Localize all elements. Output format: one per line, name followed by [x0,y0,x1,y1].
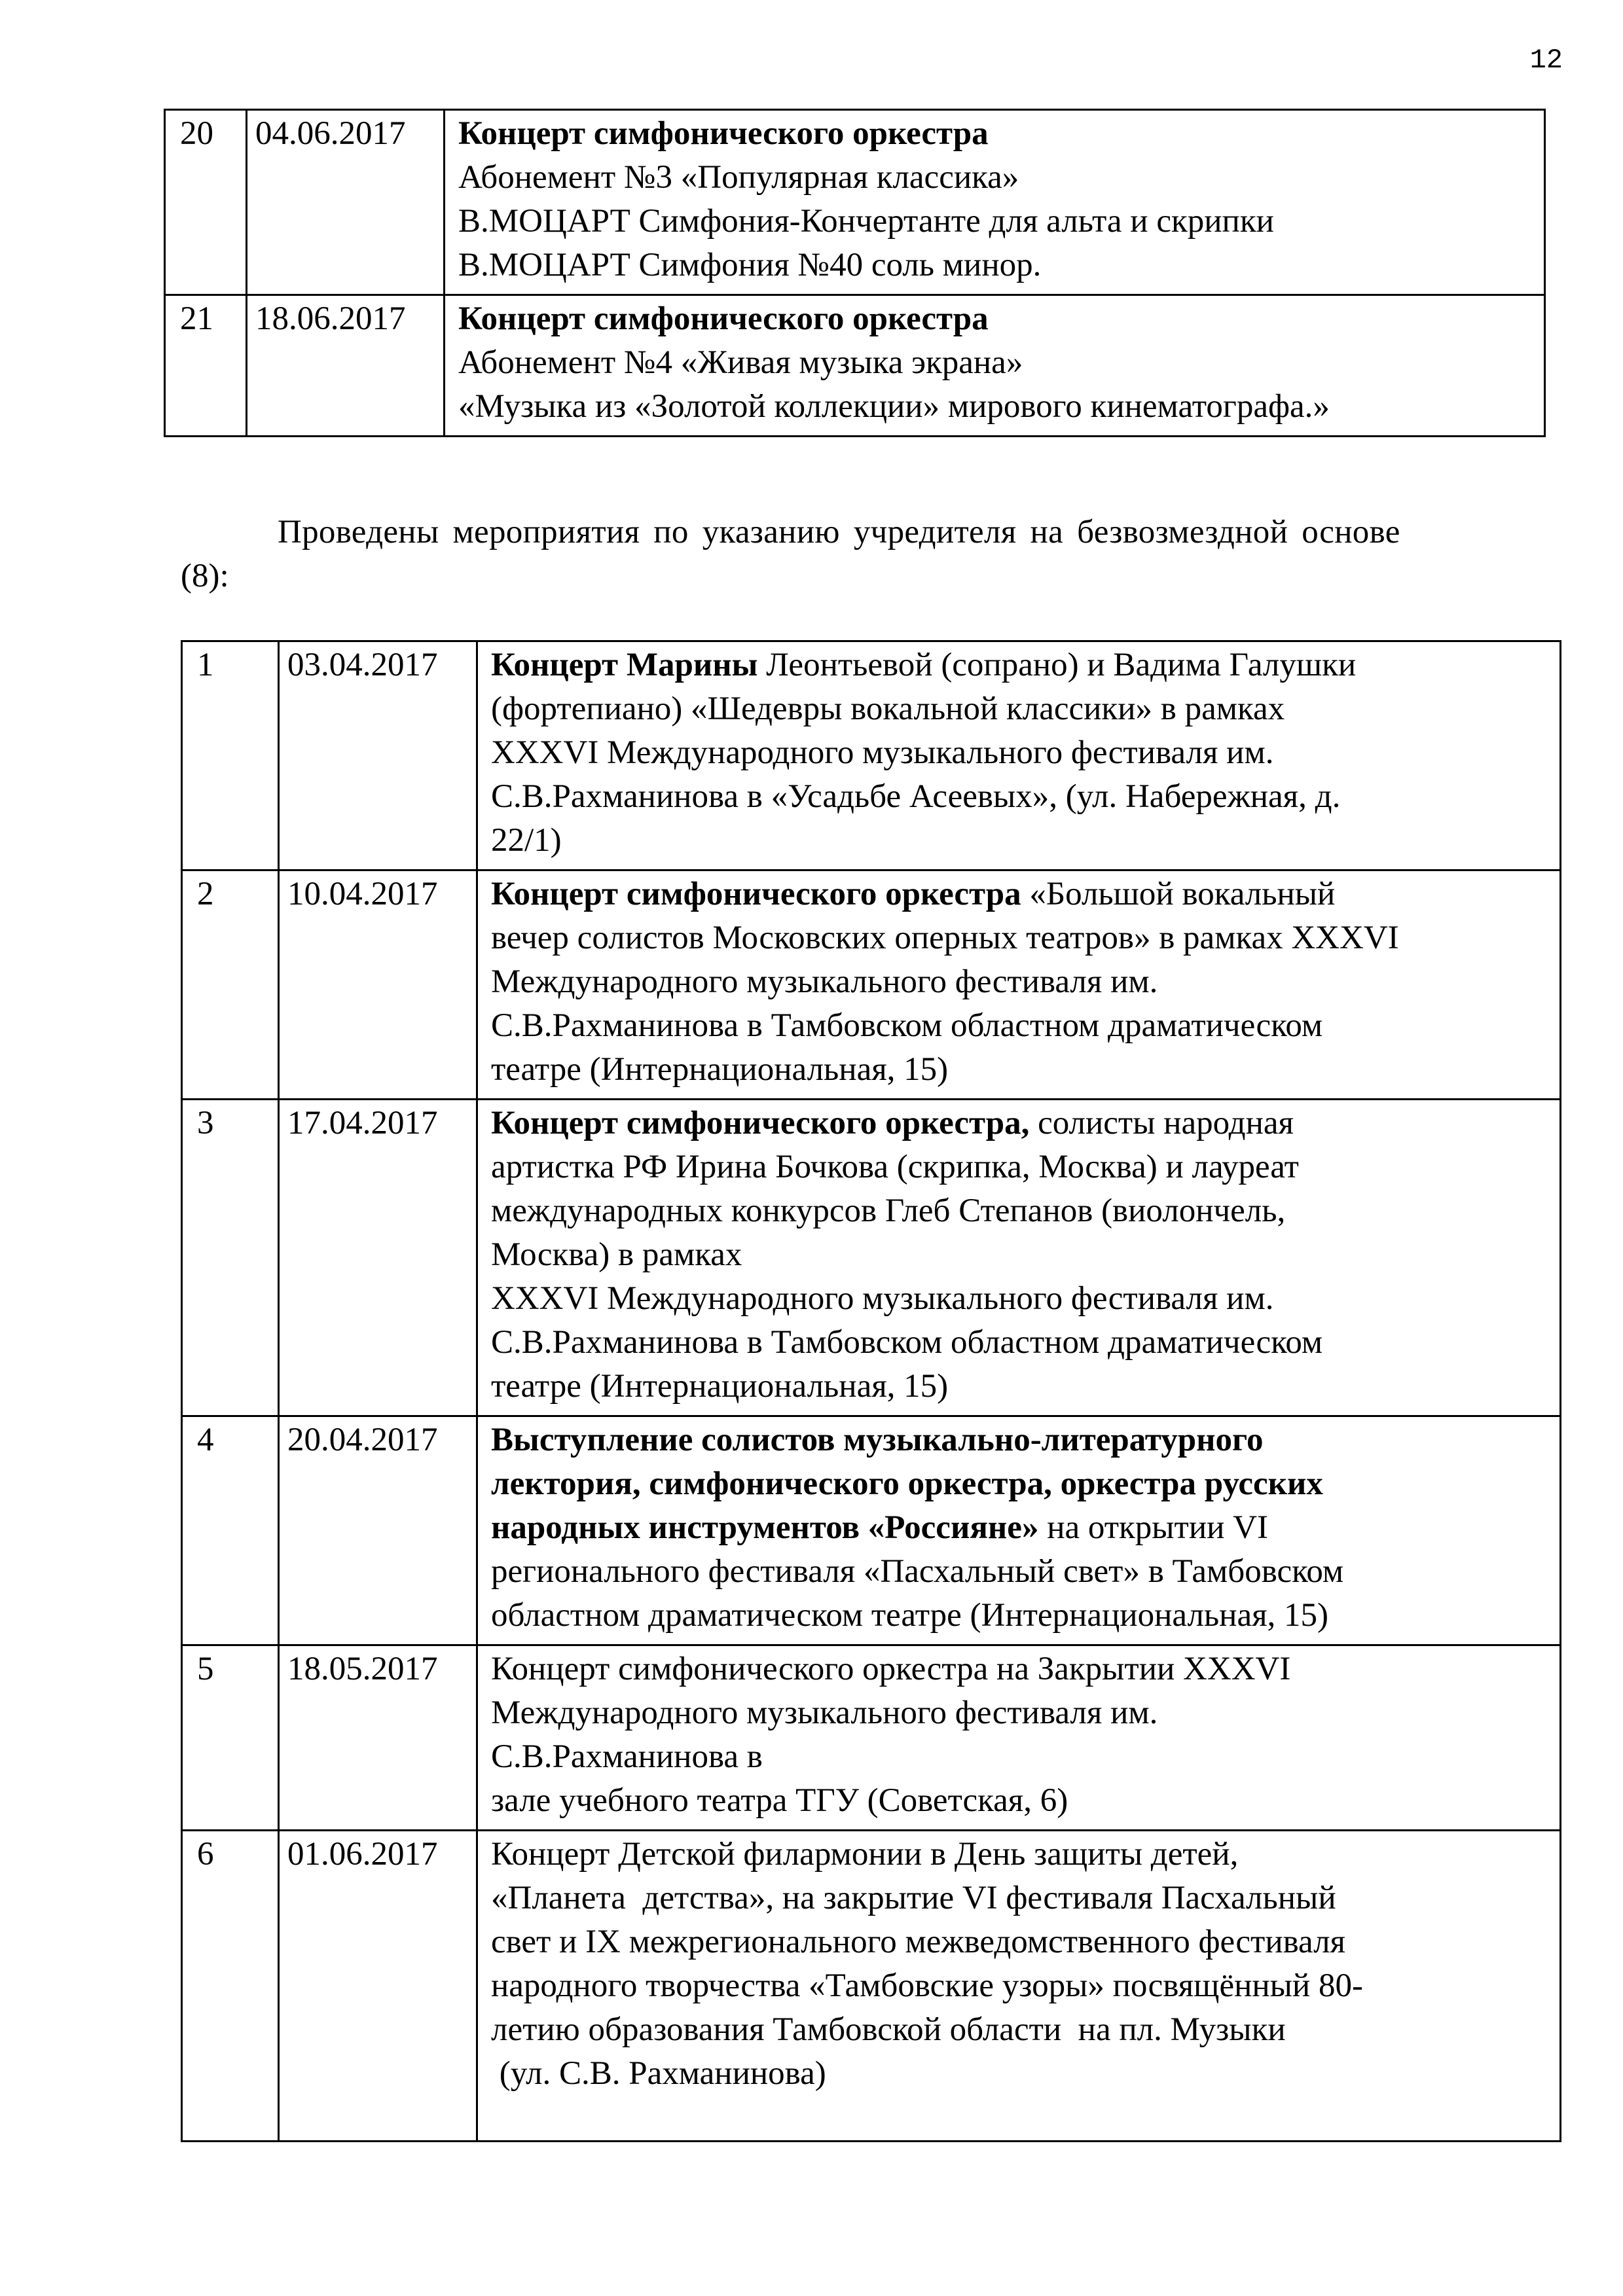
bold-text-segment: народных инструментов «Россияне» [491,1509,1039,1546]
description-line [491,2008,1553,2052]
row-number: 20 [165,110,247,295]
row-description [477,1831,1561,2142]
text-segment: С.В.Рахманинова в [491,1738,763,1775]
text-segment: Международного музыкального фестиваля им. [491,963,1158,1000]
text-segment: летию образования Тамбовской области на пл. Музыки [491,2011,1286,2048]
row-number: 1 [182,641,279,870]
description-line [491,731,1553,775]
row-date: 18.06.2017 [247,295,445,437]
row-description [477,870,1561,1100]
description-line [491,1833,1553,1876]
row-description [477,1100,1561,1416]
description-line [491,1691,1553,1735]
bold-text-segment: Концерт Марины [491,647,758,683]
text-segment: (ул. С.В. Рахманинова) [491,2055,826,2092]
events-table-top [164,109,1546,437]
description-line [491,1647,1553,1691]
description-line: Абонемент №4 «Живая музыка экрана» [458,344,1023,381]
row-number: 6 [182,1831,279,2142]
description-line [491,1550,1553,1594]
description-line [491,1779,1553,1823]
description-line [491,960,1553,1004]
row-date: 03.04.2017 [279,641,477,870]
text-segment: международных конкурсов Глеб Степанов (виолончель, [491,1193,1286,1229]
row-number: 2 [182,870,279,1100]
paragraph-line-2: (8): [181,558,229,594]
description-line [491,1048,1553,1092]
text-segment: областном драматическом театре (Интернациональная, 15) [491,1597,1329,1634]
row-number: 21 [165,295,247,437]
description-line [491,872,1553,916]
description-line [491,1145,1553,1189]
description-line: «Музыка из «Золотой коллекции» мирового кинематографа.» [458,388,1330,425]
text-segment: артистка РФ Ирина Бочкова (скрипка, Москва) и лауреат [491,1149,1299,1185]
table-row [182,1645,1561,1831]
text-segment: (фортепиано) «Шедевры вокальной классики» в рамках [491,691,1285,727]
text-segment: на открытии VI [1038,1509,1268,1546]
description-line [491,1004,1553,1048]
table-row [182,870,1561,1100]
table-row [182,1831,1561,2142]
row-description [477,1416,1561,1645]
description-line [491,775,1553,819]
text-segment: Концерт симфонического оркестра на Закрытии XXXVI [491,1651,1291,1687]
text-segment: Концерт Детской филармонии в День защиты детей, [491,1836,1239,1873]
table-row [182,1416,1561,1645]
table-row [182,1100,1561,1416]
events-table-bottom [181,640,1561,2142]
description-line [491,1735,1553,1779]
text-segment: Леонтьевой (сопрано) и Вадима Галушки [757,647,1357,683]
description-line [491,687,1553,731]
bold-text-segment: лектория, симфонического оркестра, оркестра русских [491,1465,1323,1502]
description-line [491,1365,1553,1408]
description-line [491,1506,1553,1550]
text-segment: 22/1) [491,822,562,859]
description-line [491,1321,1553,1365]
row-date: 20.04.2017 [279,1416,477,1645]
text-segment: С.В.Рахманинова в «Усадьбе Асеевых», (ул. Набережная, д. [491,778,1341,815]
text-segment: солисты народная [1029,1105,1294,1141]
description-line [491,643,1553,687]
description-line [491,1920,1553,1964]
row-description [477,641,1561,870]
description-line: В.МОЦАРТ Симфония-Кончертанте для альта и скрипки [458,203,1274,240]
text-segment: С.В.Рахманинова в Тамбовском областном драматическом [491,1007,1323,1044]
description-line: Концерт симфонического оркестра [458,115,989,152]
description-line [491,1277,1553,1321]
bold-text-segment: Выступление солистов музыкально-литературного [491,1422,1264,1458]
row-description [477,1645,1561,1831]
table-row [182,641,1561,870]
description-line [491,819,1553,863]
text-segment: XXXVI Международного музыкального фестиваля им. [491,734,1274,771]
text-segment: «Большой вокальный [1021,876,1336,912]
table-row [165,295,1545,437]
text-segment: С.В.Рахманинова в Тамбовском областном драматическом [491,1324,1323,1361]
row-number: 3 [182,1100,279,1416]
description-line [491,1189,1553,1233]
row-date: 04.06.2017 [247,110,445,295]
description-line [491,1462,1553,1506]
description-line: В.МОЦАРТ Симфония №40 соль минор. [458,247,1042,283]
text-segment: «Планета детства», на закрытие VI фестиваля Пасхальный [491,1880,1336,1916]
description-line [491,1102,1553,1145]
text-segment: народного творчества «Тамбовские узоры» посвящённый 80- [491,1967,1363,2004]
row-description [445,110,1545,295]
bold-text-segment: Концерт симфонического оркестра [491,876,1021,912]
text-segment: театре (Интернациональная, 15) [491,1368,949,1405]
row-description [445,295,1545,437]
description-line: Концерт симфонического оркестра [458,300,989,337]
text-segment: зале учебного театра ТГУ (Советская, 6) [491,1782,1068,1819]
row-date: 10.04.2017 [279,870,477,1100]
bold-text-segment: Концерт симфонического оркестра, [491,1105,1030,1141]
text-segment: регионального фестиваля «Пасхальный свет» в Тамбовском [491,1553,1344,1590]
description-line [491,916,1553,960]
description-line [491,1233,1553,1277]
description-line [491,1594,1553,1638]
row-number: 4 [182,1416,279,1645]
description-line [491,1876,1553,1920]
row-number: 5 [182,1645,279,1831]
description-line [491,2052,1553,2096]
text-segment: Москва) в рамках [491,1236,742,1273]
row-date: 01.06.2017 [279,1831,477,2142]
paragraph-line-1: Проведены мероприятия по указанию учредителя на безвозмездной основе [278,514,1400,550]
description-line [491,1964,1553,2008]
description-line [491,1418,1553,1462]
text-segment: Международного музыкального фестиваля им. [491,1695,1158,1731]
text-segment: свет и IX межрегионального межведомственного фестиваля [491,1924,1346,1960]
row-date: 18.05.2017 [279,1645,477,1831]
text-segment: вечер солистов Московских оперных театров» в рамках XXXVI [491,920,1399,956]
description-line: Абонемент №3 «Популярная классика» [458,159,1019,196]
page-number: 12 [1529,45,1563,76]
text-segment: театре (Интернациональная, 15) [491,1051,949,1088]
table-row [165,110,1545,295]
text-segment: XXXVI Международного музыкального фестиваля им. [491,1280,1274,1317]
row-date: 17.04.2017 [279,1100,477,1416]
